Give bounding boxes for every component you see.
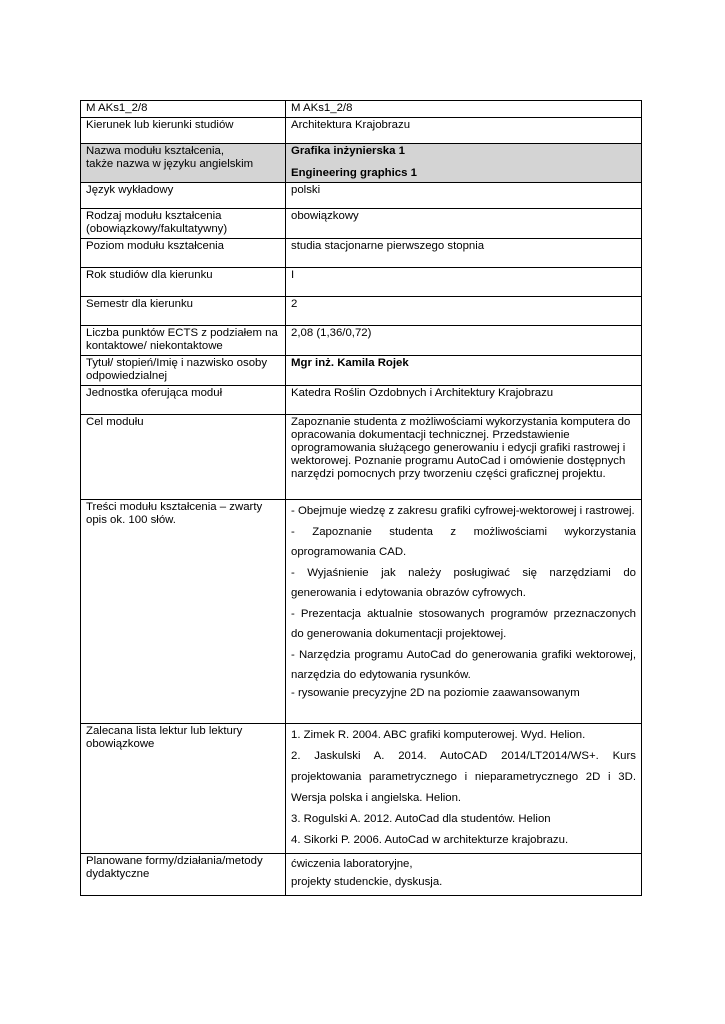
module-type-label: Rodzaj modułu kształcenia (obowiązkowy/fakultatywny) — [81, 209, 286, 239]
language-value: polski — [286, 183, 642, 209]
list-item: - Obejmuje wiedzę z zakresu grafiki cyfrowej-wektorowej i rastrowej. — [291, 505, 635, 517]
study-year-value: I — [286, 268, 642, 297]
table-row-responsible-person — [81, 356, 642, 386]
list-item: - Zapoznanie studenta z możliwościami wykorzystania oprogramowania CAD. — [291, 525, 636, 558]
module-name-pl: Grafika inżynierska 1 — [291, 145, 405, 157]
list-item: ćwiczenia laboratoryjne, — [291, 858, 413, 870]
table-row-literature — [81, 724, 642, 854]
module-content-value — [286, 500, 642, 724]
module-description-table — [80, 100, 642, 896]
module-type-value: obowiązkowy — [286, 209, 642, 239]
table-row-field-of-study — [81, 118, 642, 144]
semester-label: Semestr dla kierunku — [81, 297, 286, 326]
field-of-study-label: Kierunek lub kierunki studiów — [81, 118, 286, 144]
table-row-teaching-methods — [81, 854, 642, 896]
unit-label: Jednostka oferująca moduł — [81, 386, 286, 415]
table-row-ects — [81, 326, 642, 356]
teaching-methods-value — [286, 854, 642, 896]
table-row-module-level — [81, 239, 642, 268]
code-value: M AKs1_2/8 — [286, 101, 642, 118]
module-name-en: Engineering graphics 1 — [291, 167, 417, 179]
module-goal-value: Zapoznanie studenta z możliwościami wykorzystania komputera do opracowania dokumentacji technicznej. Przedstawienie oprogramowania służącego generowaniu i edycji grafiki rastrowej i wektorowej. Poznanie programu AutoCad i omówienie dostępnych narzędzi pomocnych przy tworzeniu części graficznej projektu. — [286, 415, 642, 500]
list-item: projekty studenckie, dyskusja. — [291, 876, 443, 888]
table-row-module-type — [81, 209, 642, 239]
literature-label: Zalecana lista lektur lub lektury obowiązkowe — [81, 724, 286, 854]
list-item: - Prezentacja aktualnie stosowanych programów przeznaczonych do generowania dokumentacji projektowej. — [291, 607, 636, 640]
ects-label: Liczba punktów ECTS z podziałem na kontaktowe/ niekontaktowe — [81, 326, 286, 356]
code-label: M AKs1_2/8 — [81, 101, 286, 118]
list-item: - rysowanie precyzyjne 2D na poziomie zaawansowanym — [291, 686, 580, 699]
unit-value: Katedra Roślin Ozdobnych i Architektury Krajobrazu — [286, 386, 642, 415]
table-row-module-content — [81, 500, 642, 724]
responsible-person-label: Tytuł/ stopień/Imię i nazwisko osoby odpowiedzialnej — [81, 356, 286, 386]
teaching-methods-label: Planowane formy/działania/metody dydaktyczne — [81, 854, 286, 896]
list-item: 1. Zimek R. 2004. ABC grafiki komputerowej. Wyd. Helion. — [291, 729, 586, 741]
table-row-study-year — [81, 268, 642, 297]
module-goal-label: Cel modułu — [81, 415, 286, 500]
semester-value: 2 — [286, 297, 642, 326]
table-row-module-goal — [81, 415, 642, 500]
list-item: - Narzędzia programu AutoCad do generowania grafiki wektorowej, narzędzia do edytowania rysunków. — [291, 648, 636, 681]
table-row-semester — [81, 297, 642, 326]
list-item: 2. Jaskulski A. 2014. AutoCAD 2014/LT2014/WS+. Kurs projektowania parametrycznego i nieparametrycznego 2D i 3D. Wersja polska i angielska. Helion. — [291, 750, 636, 804]
module-name-value — [286, 144, 642, 183]
table-row-code — [81, 101, 642, 118]
module-content-label: Treści modułu kształcenia – zwarty opis ok. 100 słów. — [81, 500, 286, 724]
field-of-study-value: Architektura Krajobrazu — [286, 118, 642, 144]
module-level-label: Poziom modułu kształcenia — [81, 239, 286, 268]
table-row-language — [81, 183, 642, 209]
list-item: - Wyjaśnienie jak należy posługiwać się narzędziami do generowania i edytowania obrazów cyfrowych. — [291, 566, 636, 599]
ects-value: 2,08 (1,36/0,72) — [286, 326, 642, 356]
responsible-person-value: Mgr inż. Kamila Rojek — [286, 356, 642, 386]
language-label: Język wykładowy — [81, 183, 286, 209]
module-name-label: Nazwa modułu kształcenia, także nazwa w języku angielskim — [81, 144, 286, 183]
literature-value — [286, 724, 642, 854]
list-item: 4. Sikorki P. 2006. AutoCad w architekturze krajobrazu. — [291, 834, 569, 846]
study-year-label: Rok studiów dla kierunku — [81, 268, 286, 297]
table-row-unit — [81, 386, 642, 415]
table-row-module-name — [81, 144, 642, 183]
list-item: 3. Rogulski A. 2012. AutoCad dla studentów. Helion — [291, 813, 551, 825]
module-level-value: studia stacjonarne pierwszego stopnia — [286, 239, 642, 268]
